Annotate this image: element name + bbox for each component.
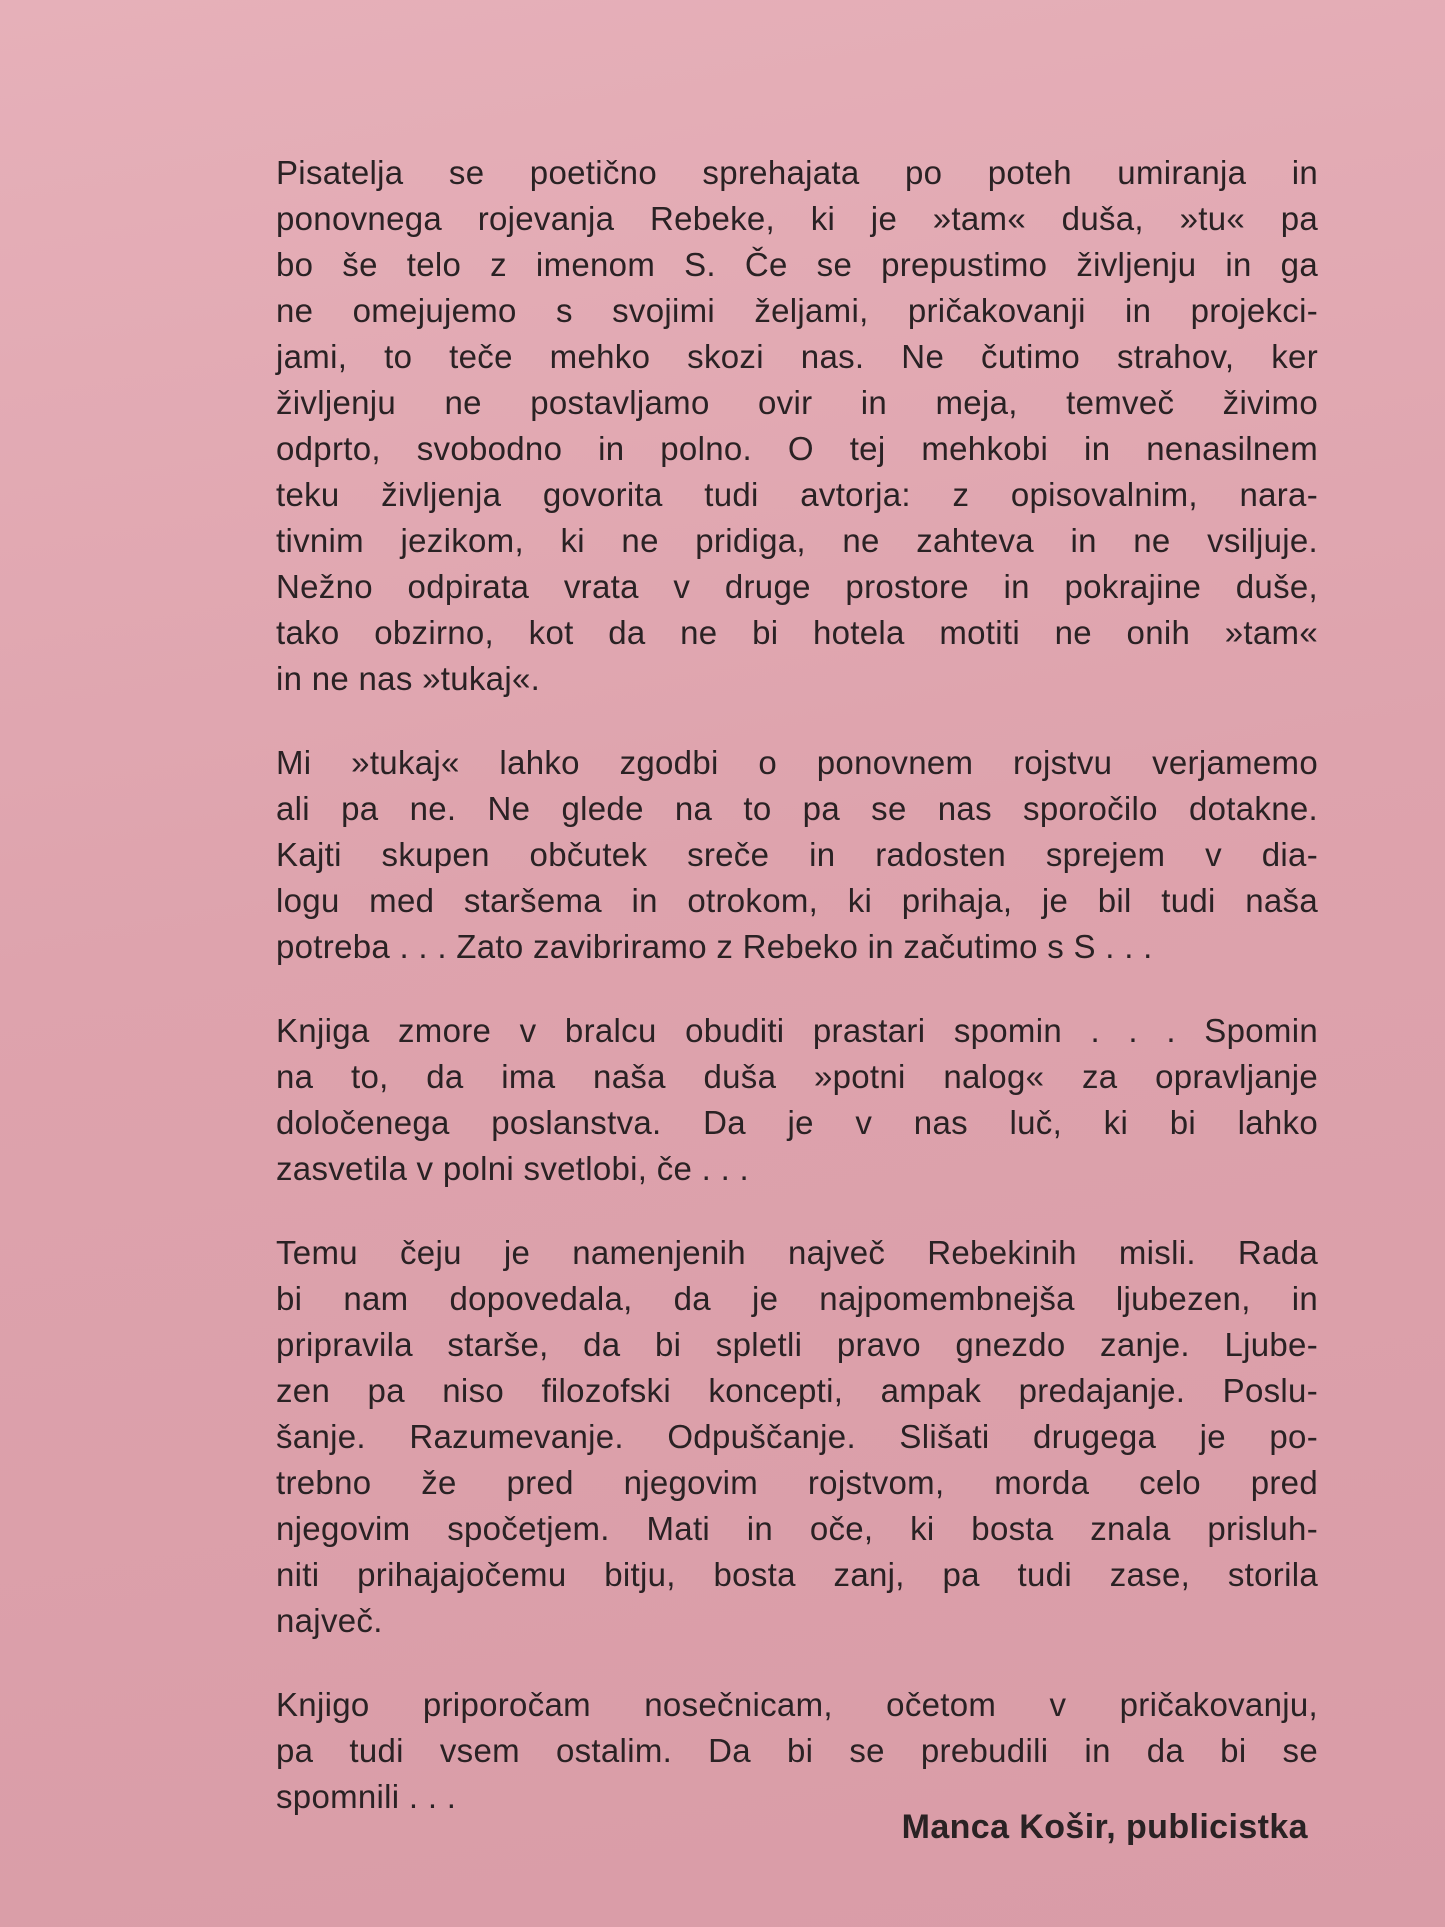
- text-line: ali pa ne. Ne glede na to pa se nas sporočilo dotakne.: [276, 790, 1318, 827]
- text-line: trebno že pred njegovim rojstvom, morda celo pred: [276, 1464, 1318, 1501]
- back-cover-text: [276, 150, 1318, 1858]
- text-line: logu med staršema in otrokom, ki prihaja, je bil tudi naša: [276, 882, 1318, 919]
- text-line: teku življenja govorita tudi avtorja: z opisovalnim, nara-: [276, 476, 1318, 513]
- text-line: določenega poslanstva. Da je v nas luč, ki bi lahko: [276, 1104, 1318, 1141]
- paragraph-4: [276, 1230, 1318, 1644]
- paragraph-5: [276, 1682, 1318, 1820]
- text-line: potreba . . . Zato zavibriramo z Rebeko in začutimo s S . . .: [276, 928, 1153, 965]
- text-line: Knjiga zmore v bralcu obuditi prastari spomin . . . Spomin: [276, 1012, 1318, 1049]
- text-line: zen pa niso filozofski koncepti, ampak predajanje. Poslu-: [276, 1372, 1318, 1409]
- text-line: pripravila starše, da bi spletli pravo gnezdo zanje. Ljube-: [276, 1326, 1318, 1363]
- text-line: Pisatelja se poetično sprehajata po poteh umiranja in: [276, 154, 1318, 191]
- text-line: jami, to teče mehko skozi nas. Ne čutimo strahov, ker: [276, 338, 1318, 375]
- text-line: tivnim jezikom, ki ne pridiga, ne zahteva in ne vsiljuje.: [276, 522, 1318, 559]
- paragraph-3: [276, 1008, 1318, 1192]
- text-line: niti prihajajočemu bitju, bosta zanj, pa tudi zase, storila: [276, 1556, 1318, 1593]
- text-line: Kajti skupen občutek sreče in radosten sprejem v dia-: [276, 836, 1318, 873]
- text-line: Mi »tukaj« lahko zgodbi o ponovnem rojstvu verjamemo: [276, 744, 1318, 781]
- text-line: odprto, svobodno in polno. O tej mehkobi in nenasilnem: [276, 430, 1318, 467]
- text-line: Temu čeju je namenjenih največ Rebekinih misli. Rada: [276, 1234, 1318, 1271]
- author-signature: Manca Košir, publicistka: [901, 1808, 1308, 1846]
- text-line: bi nam dopovedala, da je najpomembnejša ljubezen, in: [276, 1280, 1318, 1317]
- paragraph-2: [276, 740, 1318, 970]
- text-line: šanje. Razumevanje. Odpuščanje. Slišati drugega je po-: [276, 1418, 1318, 1455]
- text-line: Knjigo priporočam nosečnicam, očetom v pričakovanju,: [276, 1686, 1318, 1723]
- text-line: zasvetila v polni svetlobi, če . . .: [276, 1150, 750, 1187]
- text-line: bo še telo z imenom S. Če se prepustimo življenju in ga: [276, 246, 1318, 283]
- text-line: življenju ne postavljamo ovir in meja, temveč živimo: [276, 384, 1318, 421]
- text-line: na to, da ima naša duša »potni nalog« za opravljanje: [276, 1058, 1318, 1095]
- paragraph-1: [276, 150, 1318, 702]
- text-line: in ne nas »tukaj«.: [276, 660, 541, 697]
- text-line: tako obzirno, kot da ne bi hotela motiti ne onih »tam«: [276, 614, 1318, 651]
- text-line: spomnili . . .: [276, 1778, 457, 1815]
- text-line: ponovnega rojevanja Rebeke, ki je »tam« duša, »tu« pa: [276, 200, 1318, 237]
- text-line: največ.: [276, 1602, 383, 1639]
- text-line: ne omejujemo s svojimi željami, pričakovanji in projekci-: [276, 292, 1318, 329]
- text-line: Nežno odpirata vrata v druge prostore in pokrajine duše,: [276, 568, 1318, 605]
- text-line: pa tudi vsem ostalim. Da bi se prebudili in da bi se: [276, 1732, 1318, 1769]
- text-line: njegovim spočetjem. Mati in oče, ki bosta znala prisluh-: [276, 1510, 1318, 1547]
